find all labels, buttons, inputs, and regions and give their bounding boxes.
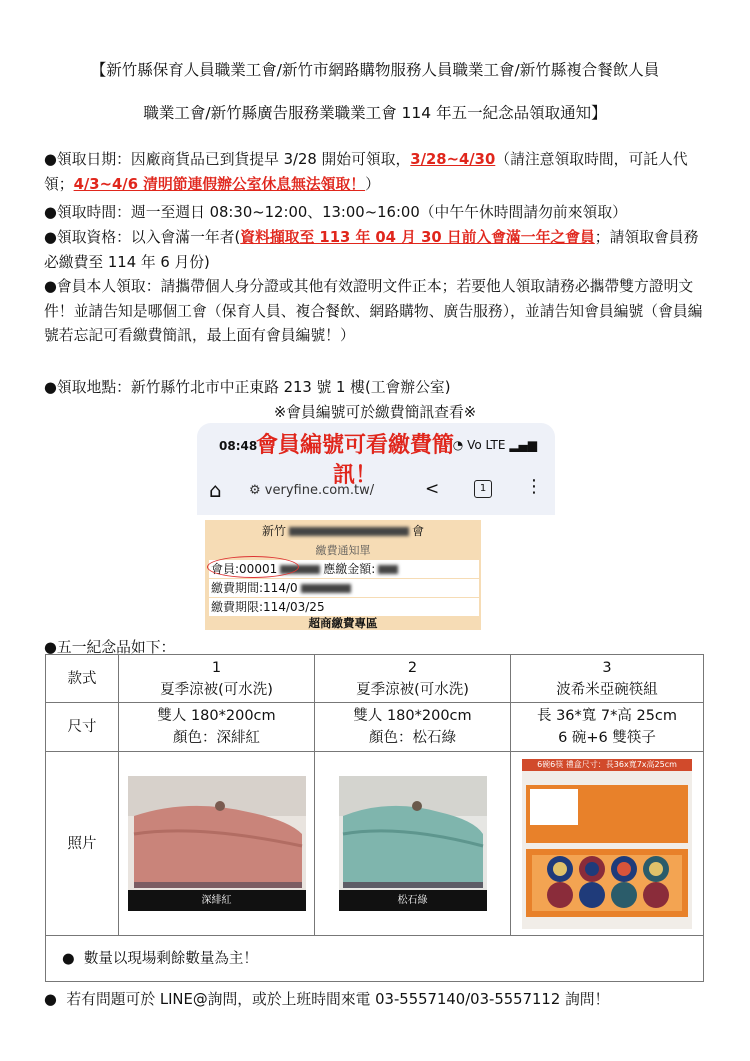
url-field [249,483,374,498]
gift-2-color: 顏色：松石綠 [369,730,456,746]
network-label: Vo LTE [467,438,506,452]
gift-1-photo-label: 深緋紅 [128,890,306,911]
bullet: ● [44,204,57,221]
bullet: ● [44,278,57,295]
contact-note [44,988,609,1009]
amount-label: 應繳金額: [323,562,376,576]
gift-3-photo-label: 6碗6筷 禮盒尺寸：長36x寬7x高25cm [522,759,692,771]
gift-3-contents: 6 碗+6 雙筷子 [558,730,656,746]
table-row [46,752,704,936]
location-text: 領取地點：新竹縣竹北市中正東路 213 號 1 樓(工會辦公室) [56,379,451,396]
more-menu-icon: ⋮ [525,476,543,497]
pickup-date-middle: （請注意領取時間，可託人代領； [44,151,688,193]
bowl-set-image [522,771,692,929]
row-label-style: 款式 [46,655,119,703]
bullet: ● [44,379,57,396]
pickup-time-text: 領取時間：週一至週日 08:30~12:00、13:00~16:00（中午午休時間請勿前來領取） [56,204,627,221]
gift-2-name: 夏季涼被(可水洗) [356,681,469,698]
phone-clock: 08:48 [219,439,258,453]
quantity-note-cell [46,936,704,982]
member-number-note: ※會員編號可於繳費簡訊查看※ [273,404,477,421]
notice-title-line2: 職業工會/新竹縣廣告服務業職業工會 114 年五一紀念品領取通知】 [143,104,607,122]
share-icon: < [425,479,440,499]
gift-3-name: 波希米亞碗筷組 [556,681,658,698]
pickup-date-bullet [44,148,704,197]
row-label-photo: 照片 [46,752,119,936]
gift-1-size-cell [119,703,315,752]
eligibility-bullet [44,226,704,275]
gift-3-style [511,655,704,703]
gift-1-photo [128,776,306,911]
gift-2-photo [339,776,487,911]
redacted-block [378,565,398,574]
sms-screenshot [197,423,555,630]
bill-title-start: 新竹 [261,524,286,538]
url-text: veryfine.com.tw/ [264,483,375,498]
self-pickup-bullet [44,275,704,349]
redacted-block [289,527,409,536]
gift-3-photo [522,759,692,929]
pickup-date-range: 3/28~4/30 [410,151,496,168]
bullet: ● [62,950,75,967]
bill-deadline-row: 繳費期限:114/03/25 [209,598,479,616]
gift-2-photo-cell [315,752,511,936]
signal-icon: ▂▄▆ [509,438,537,452]
pickup-date-prefix: 領取日期：因廠商貨品已到貨提早 3/28 開始可領取， [56,151,411,168]
gift-1-photo-cell [119,752,315,936]
gift-1-name: 夏季涼被(可水洗) [160,681,273,698]
bill-subtitle: 繳費通知單 [315,544,371,557]
bullet: ● [44,151,57,168]
bill-footer: 超商繳費專區 [308,616,378,630]
gift-2-photo-label: 松石綠 [339,890,487,911]
bullet: ● [44,991,57,1008]
gift-2-size: 雙人 180*200cm [353,708,472,724]
member-number: 會員:00001 [211,562,278,576]
table-row [46,655,704,703]
eligibility-highlight: 資料擷取至 113 年 04 月 30 日前入會滿一年之會員 [240,229,595,246]
overlay-annotation: 會員編號可看繳費簡訊！ [255,433,454,488]
self-pickup-text: 會員本人領取：請攜帶個人身分證或其他有效證明文件正本；若要他人領取請務必攜帶雙方證明文件！並請告知是哪個工會（保育人員、複合餐飲、網路購物、廣告服務），並請告知會員編號（會員編號若忘記可看繳費簡訊，最上面有會員編號！） [44,278,703,344]
quantity-note: 數量以現場剩餘數量為主！ [83,950,258,967]
gift-3-number: 3 [602,659,612,676]
bullet: ● [44,639,57,656]
gift-1-size: 雙人 180*200cm [157,708,276,724]
holiday-closed-notice: 4/3~4/6 清明節連假辦公室休息無法領取！ [73,175,366,193]
payment-period: 繳費期間:114/0 [211,581,298,595]
eligibility-suffix: ；請領取會員務必繳費至 114 年 6 月份) [44,229,699,271]
notice-title-line1: 【新竹縣保育人員職業工會/新竹市網路購物服務人員職業工會/新竹縣複合餐飲人員 [90,61,660,79]
tabs-icon: 1 [474,480,492,498]
gift-3-size: 長 36*寬 7*高 25cm [536,708,678,724]
gift-3-photo-cell [511,752,704,936]
pickup-time-bullet [44,201,704,226]
contact-note-text: 若有問題可於 LINE@詢問，或於上班時間來電 03-5557140/03-5557112 詢問！ [66,991,610,1008]
gift-1-style [119,655,315,703]
bill-title [205,522,481,539]
phone-browser-bar [197,423,555,515]
redacted-block [301,584,351,593]
wifi-icon: ◔ [452,438,464,452]
gift-3-size-cell [511,703,704,752]
row-label-size: 尺寸 [46,703,119,752]
gifts-heading-text: 五一紀念品如下： [56,639,176,656]
gift-2-style [315,655,511,703]
gift-1-color: 顏色：深緋紅 [173,730,260,746]
home-icon: ⌂ [209,478,222,502]
payment-bill [205,520,481,630]
table-row [46,703,704,752]
bill-title-end: 會 [412,524,425,538]
bill-period-row [209,579,479,597]
location-bullet [44,376,704,401]
table-row [46,936,704,982]
pickup-date-suffix: ） [365,175,380,193]
gift-1-number: 1 [211,659,222,676]
site-settings-icon: ⚙ [249,483,265,498]
bullet: ● [44,229,57,246]
eligibility-prefix: 領取資格：以入會滿一年者( [56,229,241,246]
gift-2-number: 2 [407,659,418,676]
phone-status [453,438,537,452]
gift-2-size-cell [315,703,511,752]
gift-table [45,654,704,982]
member-number-circle [207,556,299,578]
